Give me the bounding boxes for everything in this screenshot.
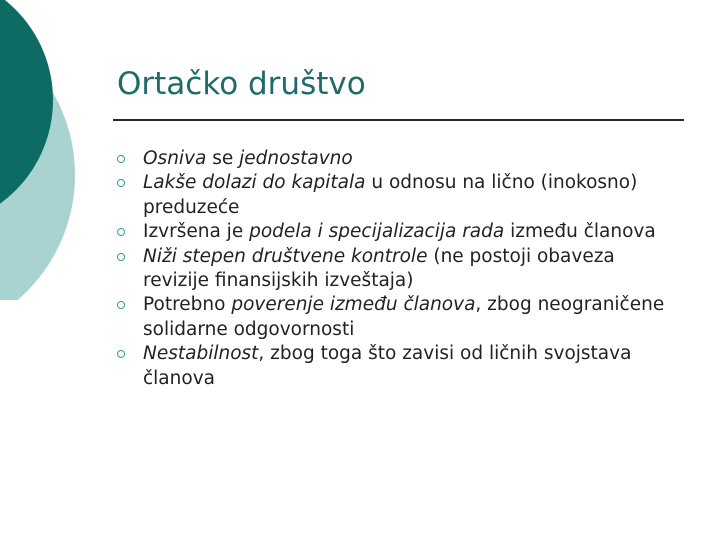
bullet-text: , zbog neograničene solidarne odgovornosti (143, 294, 665, 340)
bullet-text-italic: Osniva (143, 148, 207, 169)
bullet-circle-icon (117, 301, 125, 309)
bullet-circle-icon (117, 155, 125, 163)
bullet-text: Potrebno (143, 294, 232, 316)
bullet-text-italic: podela i specijalizacija rada (249, 221, 505, 243)
bullet-item (113, 293, 673, 342)
bullet-item (113, 342, 673, 391)
bullet-text: u odnosu na lično (inokosno) preduzeće (143, 172, 638, 218)
bullet-item (113, 245, 673, 294)
bullet-item (113, 220, 673, 244)
bullet-text-italic: poverenje između članova (231, 294, 476, 316)
bullet-text: između članova (504, 221, 656, 243)
bullet-circle-icon (117, 179, 125, 187)
bullet-circle-icon (117, 228, 125, 236)
slide-title: Ortačko društvo (117, 66, 366, 102)
bullet-text: Izvršena je (143, 221, 250, 243)
bullet-text-italic: Lakše dolazi do kapitala (143, 172, 366, 194)
decorative-circles (0, 0, 120, 300)
bullet-item (113, 171, 673, 220)
bullet-text-italic: Nestabilnost (143, 343, 259, 365)
bullet-item (113, 147, 673, 171)
bullet-text: , zbog toga što zavisi od ličnih svojstava članova (143, 343, 632, 389)
bullet-text: (ne postoji obaveza revizije finansijskih izveštaja) (143, 245, 615, 292)
bullet-text-italic: Niži stepen društvene kontrole (143, 245, 428, 267)
bullet-text: se (206, 148, 240, 169)
bullet-list (113, 147, 673, 391)
bullet-circle-icon (117, 253, 125, 261)
bullet-text-italic: jednostavno (239, 148, 353, 169)
title-divider (113, 119, 684, 121)
bullet-circle-icon (117, 350, 125, 358)
